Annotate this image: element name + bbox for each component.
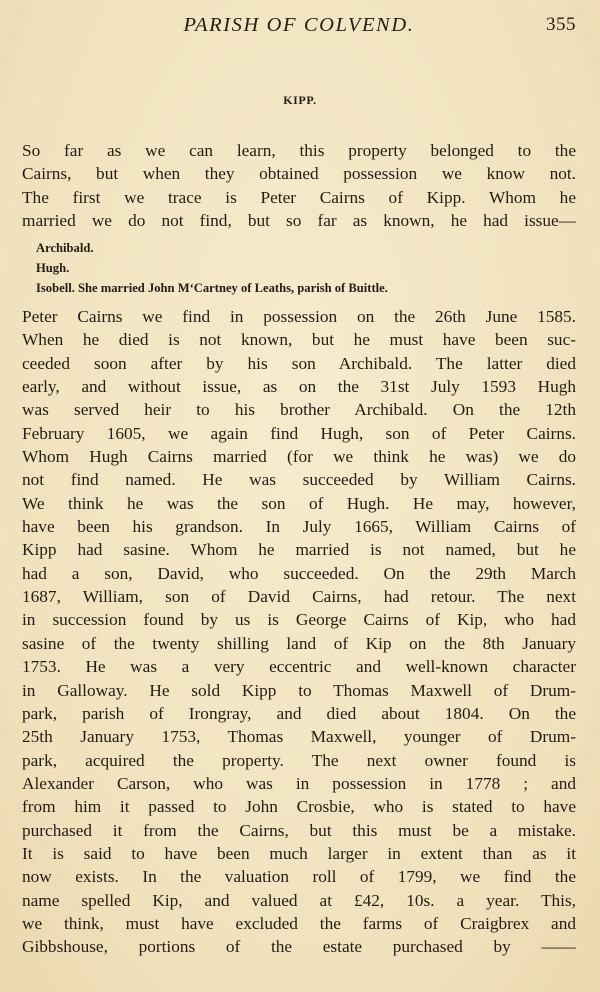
issue-item: Hugh. xyxy=(36,261,70,275)
text-line: When he died is not known, but he must have been suc- xyxy=(22,330,576,350)
intro-text xyxy=(22,139,576,232)
text-line: married we do not find, but so far as known, he had issue— xyxy=(22,210,576,230)
text-line: was served heir to his brother Archibald. On the 12th xyxy=(22,400,576,420)
running-title: PARISH OF COLVEND. xyxy=(183,14,415,36)
main-paragraph xyxy=(22,305,576,959)
issue-item: Isobell. She married John M‘Cartney of Leaths, parish of Buittle. xyxy=(36,281,388,295)
text-line: 1687, William, son of David Cairns, had retour. The next xyxy=(22,587,576,607)
text-line: So far as we can learn, this property belonged to the xyxy=(22,141,576,160)
text-line: in succession found by us is George Cairns of Kip, who had xyxy=(22,610,576,630)
text-line: sasine of the twenty shilling land of Kip on the 8th January xyxy=(22,633,576,653)
text-line: Kipp had sasine. Whom he married is not named, but he xyxy=(22,540,576,560)
text-line: Peter Cairns we find in possession on the 26th June 1585. xyxy=(22,307,576,326)
text-line: Gibbshouse, portions of the estate purchased by —— xyxy=(22,937,576,957)
main-text xyxy=(22,305,576,959)
text-line: February 1605, we again find Hugh, son of Peter Cairns. xyxy=(22,423,576,443)
intro-paragraph xyxy=(22,139,576,232)
text-line: ceeded soon after by his son Archibald. The latter died xyxy=(22,353,576,373)
text-line: from him it passed to John Crosbie, who is stated to have xyxy=(22,797,576,817)
text-line: now exists. In the valuation roll of 1799, we find the xyxy=(22,867,576,887)
text-line: have been his grandson. In July 1665, William Cairns of xyxy=(22,517,576,537)
issue-item: Archibald. xyxy=(36,241,94,255)
text-line: 25th January 1753, Thomas Maxwell, younger of Drum- xyxy=(22,727,576,747)
section-heading: KIPP. xyxy=(283,93,317,107)
text-line: 1753. He was a very eccentric and well-known character xyxy=(22,657,576,677)
text-line: we think, must have excluded the farms of Craigbrex and xyxy=(22,913,576,933)
text-line: Whom Hugh Cairns married (for we think he was) we do xyxy=(22,447,576,467)
text-line: Cairns, but when they obtained possession we know not. xyxy=(22,164,576,184)
page-number: 355 xyxy=(546,14,576,35)
issue-list xyxy=(36,238,576,298)
text-line: park, parish of Irongray, and died about 1804. On the xyxy=(22,703,576,723)
text-line: It is said to have been much larger in extent than as it xyxy=(22,843,576,863)
text-line: The first we trace is Peter Cairns of Kipp. Whom he xyxy=(22,187,576,207)
text-line: name spelled Kip, and valued at £42, 10s. a year. This, xyxy=(22,890,576,910)
running-head xyxy=(22,14,576,44)
text-line: We think he was the son of Hugh. He may, however, xyxy=(22,493,576,513)
text-line: early, and without issue, as on the 31st July 1593 Hugh xyxy=(22,377,576,397)
text-line: park, acquired the property. The next owner found is xyxy=(22,750,576,770)
text-line: not find named. He was succeeded by William Cairns. xyxy=(22,470,576,490)
text-line: Alexander Carson, who was in possession in 1778 ; and xyxy=(22,773,576,793)
text-line: had a son, David, who succeeded. On the 29th March xyxy=(22,563,576,583)
text-line: in Galloway. He sold Kipp to Thomas Maxwell of Drum- xyxy=(22,680,576,700)
text-line: purchased it from the Cairns, but this must be a mistake. xyxy=(22,820,576,840)
